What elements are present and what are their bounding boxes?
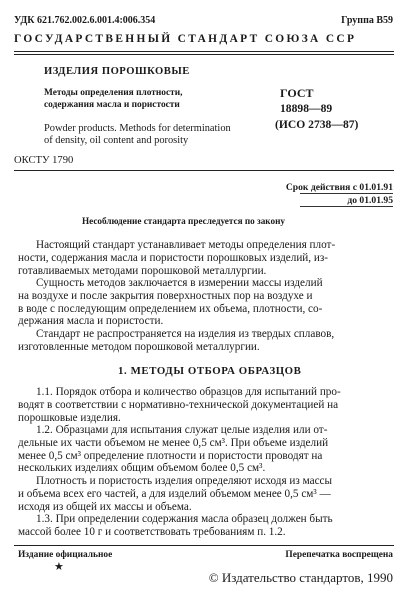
text-line: 1.2. Образцами для испытания служат целые изделия или от- bbox=[36, 424, 328, 436]
validity-underline-1 bbox=[300, 193, 393, 194]
product-title: ИЗДЕЛИЯ ПОРОШКОВЫЕ bbox=[44, 66, 190, 77]
text-line: исходя из общей их массы и объема. bbox=[18, 500, 192, 513]
group-code: Группа В59 bbox=[341, 15, 393, 26]
footer-rule bbox=[14, 545, 394, 546]
header-rule-1 bbox=[14, 51, 394, 52]
validity-from: Срок действия с 01.01.91 bbox=[285, 182, 393, 193]
text-line: порошковые изделия. bbox=[18, 411, 121, 424]
text-line: массой более 10 г и соответствовать требованиям п. 1.2. bbox=[18, 525, 286, 538]
text-line: менее 0,5 см³ определение плотности и пористости проводят на bbox=[18, 449, 323, 462]
legal-notice: Несоблюдение стандарта преследуется по закону bbox=[82, 216, 285, 226]
section-1-heading: 1. МЕТОДЫ ОТБОРА ОБРАЗЦОВ bbox=[118, 365, 302, 377]
intro-paragraph-1 bbox=[18, 239, 390, 277]
clause-1-3 bbox=[18, 513, 390, 539]
udk-code: УДК 621.762.002.6.001.4:006.354 bbox=[14, 15, 156, 26]
text-line: 1.1. Порядок отбора и количество образцов для испытаний про- bbox=[36, 386, 341, 398]
copyright-line: © Издательство стандартов, 1990 bbox=[208, 570, 393, 585]
english-title-line-2: of density, oil content and porosity bbox=[44, 135, 189, 146]
text-line: Сущность методов заключается в измерении массы изделий bbox=[36, 277, 323, 289]
text-line: нескольких изделиях общим объемом более 0,5 см³. bbox=[18, 462, 266, 475]
subtitle-line-2: содержания масла и пористости bbox=[44, 100, 180, 110]
edition-note: Издание официальное bbox=[18, 550, 113, 560]
intro-paragraph-3 bbox=[18, 328, 390, 354]
text-line: дельные их части объемом не менее 0,5 см³. При объеме изделий bbox=[18, 436, 329, 449]
clause-1-1 bbox=[18, 386, 390, 424]
text-line: и объема всех его частей, а для изделий объемом менее 0,5 см³ — bbox=[18, 487, 331, 500]
intro-paragraph-2 bbox=[18, 277, 390, 328]
text-line: изготовленные методом порошковой металлургии. bbox=[18, 340, 260, 353]
iso-number: (ИСО 2738—87) bbox=[275, 118, 359, 131]
text-line: в воде с последующим определением их объема, плотности, со- bbox=[18, 302, 323, 315]
text-line: на воздухе и после закрытия поверхностных пор на воздухе и bbox=[18, 289, 313, 302]
star-icon: ★ bbox=[54, 561, 64, 573]
reprint-note: Перепечатка воспрещена bbox=[285, 550, 393, 560]
text-line: Настоящий стандарт устанавливает методы определения плот- bbox=[36, 239, 336, 251]
title-block-rule bbox=[14, 170, 394, 171]
text-line: Плотность и пористость изделия определяют исходя из массы bbox=[36, 475, 333, 487]
text-line: водят в соответствии с нормативно-технической документацией на bbox=[18, 398, 339, 411]
gost-label: ГОСТ bbox=[280, 86, 314, 100]
text-line: ности, содержания масла и пористости порошковых изделий, из- bbox=[18, 251, 329, 264]
validity-to: до 01.01.95 bbox=[347, 195, 393, 206]
clause-1-2-continued bbox=[18, 475, 390, 513]
standard-title: ГОСУДАРСТВЕННЫЙ СТАНДАРТ СОЮЗА ССР bbox=[14, 33, 357, 45]
english-title-line-1: Powder products. Methods for determination bbox=[44, 123, 231, 134]
text-line: держания масла и пористости. bbox=[18, 315, 164, 328]
header-rule-2 bbox=[14, 54, 394, 55]
subtitle-line-1: Методы определения плотности, bbox=[44, 88, 183, 98]
text-line: 1.3. При определении содержания масла образец должен быть bbox=[36, 513, 333, 525]
clause-1-2 bbox=[18, 424, 390, 475]
text-line: готавливаемых методами порошковой металлургии. bbox=[18, 264, 267, 277]
gost-number: 18898—89 bbox=[280, 102, 333, 115]
okstu-code: ОКСТУ 1790 bbox=[14, 155, 74, 166]
validity-underline-2 bbox=[300, 206, 393, 207]
text-line: Стандарт не распространяется на изделия из твердых сплавов, bbox=[36, 328, 335, 340]
